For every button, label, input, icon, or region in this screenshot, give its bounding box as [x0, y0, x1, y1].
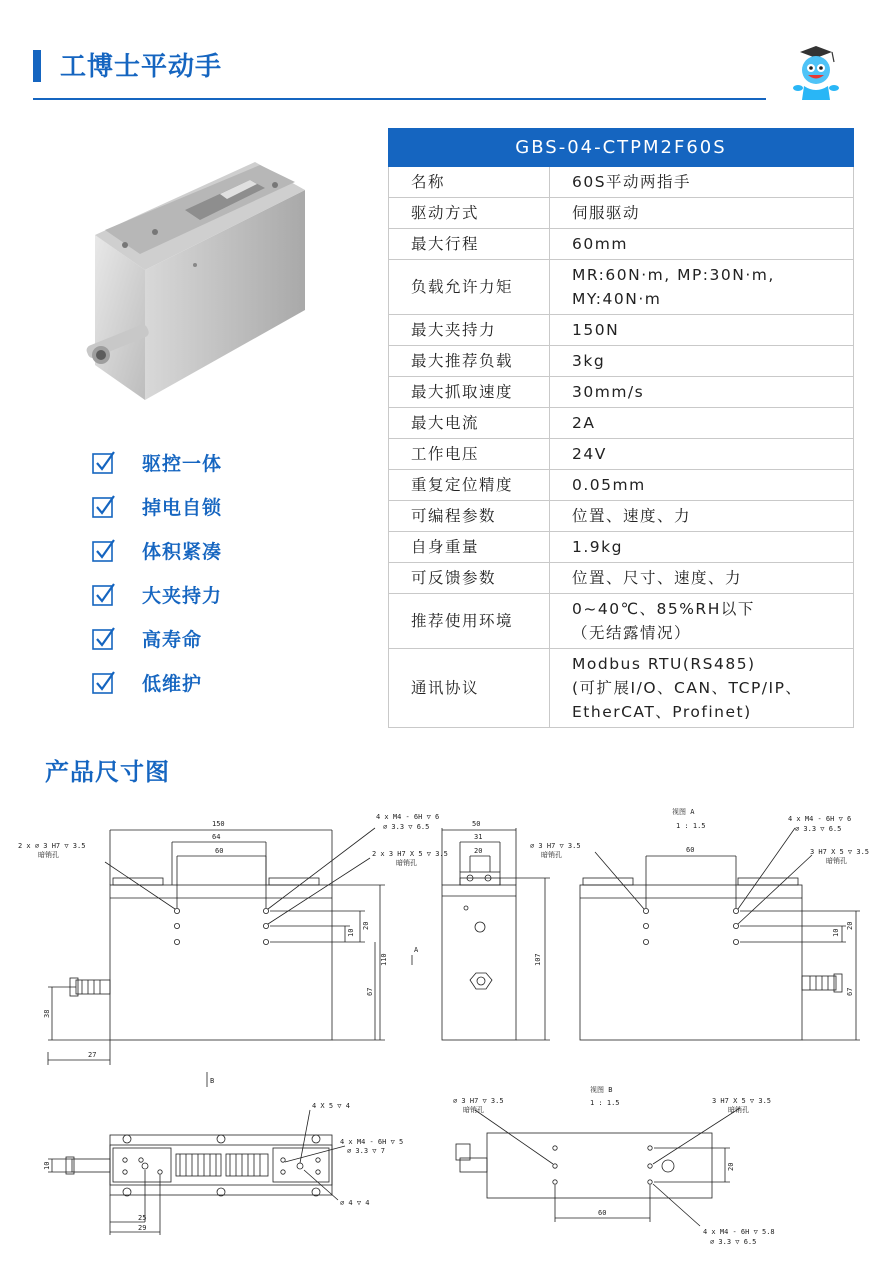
spec-value: 0~40℃、85%RH以下 （无结露情况） [550, 594, 854, 649]
checkbox-checked-icon [92, 450, 116, 474]
svg-text:暗销孔: 暗销孔 [463, 1106, 484, 1114]
svg-text:67: 67 [846, 987, 854, 996]
svg-text:4 x M4 - 6H ▽ 6: 4 x M4 - 6H ▽ 6 [788, 815, 852, 823]
svg-text:60: 60 [215, 847, 224, 855]
table-row [389, 439, 854, 470]
spec-key: 推荐使用环境 [389, 594, 550, 649]
svg-text:A: A [414, 946, 419, 954]
spec-table [388, 128, 854, 728]
svg-text:20: 20 [362, 921, 370, 930]
table-row [389, 377, 854, 408]
spec-value: 150N [550, 315, 854, 346]
feature-item [92, 528, 322, 572]
svg-text:60: 60 [598, 1209, 607, 1217]
svg-text:1 : 1.5: 1 : 1.5 [590, 1099, 620, 1107]
svg-text:暗销孔: 暗销孔 [38, 851, 59, 859]
mascot-logo [790, 44, 842, 104]
table-row [389, 563, 854, 594]
spec-key: 自身重量 [389, 532, 550, 563]
svg-text:20: 20 [846, 921, 854, 930]
spec-value: Modbus RTU(RS485) (可扩展I/O、CAN、TCP/IP、 EtherCAT、Profinet) [550, 649, 854, 728]
table-row [389, 649, 854, 728]
feature-label: 驱控一体 [142, 452, 223, 475]
spec-key: 最大推荐负载 [389, 346, 550, 377]
svg-text:B: B [210, 1077, 215, 1085]
table-row [389, 532, 854, 563]
top-view [48, 1072, 345, 1235]
table-row [389, 594, 854, 649]
svg-text:67: 67 [366, 987, 374, 996]
checkbox-checked-icon [92, 626, 116, 650]
svg-text:29: 29 [138, 1224, 147, 1232]
feature-item [92, 572, 322, 616]
svg-text:10: 10 [43, 1161, 51, 1170]
svg-text:38: 38 [43, 1009, 51, 1018]
table-row [389, 167, 854, 198]
product-photo [75, 150, 325, 410]
table-row [389, 501, 854, 532]
svg-text:64: 64 [212, 833, 221, 841]
svg-text:31: 31 [474, 833, 483, 841]
svg-text:∅ 4 ▽ 4: ∅ 4 ▽ 4 [340, 1199, 370, 1207]
spec-key: 可反馈参数 [389, 563, 550, 594]
title-accent-bar [33, 50, 41, 82]
table-row [389, 315, 854, 346]
svg-text:3 H7 X 5 ▽ 3.5: 3 H7 X 5 ▽ 3.5 [810, 848, 870, 856]
svg-text:暗销孔: 暗销孔 [396, 859, 417, 867]
svg-text:暗销孔: 暗销孔 [728, 1106, 749, 1114]
svg-text:1 : 1.5: 1 : 1.5 [676, 822, 706, 830]
svg-text:3 H7 X 5 ▽ 3.5: 3 H7 X 5 ▽ 3.5 [712, 1097, 772, 1105]
feature-label: 高寿命 [142, 628, 203, 651]
svg-text:∅ 3.3 ▽ 6.5: ∅ 3.3 ▽ 6.5 [795, 825, 842, 833]
title-divider [33, 98, 766, 100]
spec-table-model: GBS-04-CTPM2F60S [389, 129, 854, 167]
spec-value: 3kg [550, 346, 854, 377]
spec-key: 驱动方式 [389, 198, 550, 229]
svg-text:50: 50 [472, 820, 481, 828]
svg-text:暗销孔: 暗销孔 [826, 857, 847, 865]
spec-value: 位置、尺寸、速度、力 [550, 563, 854, 594]
svg-text:4 x M4 - 6H ▽ 5.8: 4 x M4 - 6H ▽ 5.8 [703, 1228, 775, 1236]
svg-text:60: 60 [686, 846, 695, 854]
checkbox-checked-icon [92, 494, 116, 518]
svg-text:27: 27 [88, 1051, 97, 1059]
spec-key: 可编程参数 [389, 501, 550, 532]
svg-text:视图 B: 视图 B [590, 1086, 613, 1094]
spec-key: 最大抓取速度 [389, 377, 550, 408]
table-row [389, 229, 854, 260]
spec-value: 60mm [550, 229, 854, 260]
spec-key: 通讯协议 [389, 649, 550, 728]
feature-list [92, 440, 322, 704]
svg-text:4 x M4 - 6H ▽ 6: 4 x M4 - 6H ▽ 6 [376, 813, 440, 821]
svg-text:∅ 3 H7 ▽ 3.5: ∅ 3 H7 ▽ 3.5 [530, 842, 581, 850]
svg-text:25: 25 [138, 1214, 147, 1222]
drawing-labels [18, 807, 869, 1246]
spec-key: 最大行程 [389, 229, 550, 260]
spec-key: 工作电压 [389, 439, 550, 470]
table-row [389, 198, 854, 229]
svg-text:20: 20 [474, 847, 483, 855]
svg-text:107: 107 [534, 953, 542, 966]
checkbox-checked-icon [92, 538, 116, 562]
svg-text:4 X 5 ▽ 4: 4 X 5 ▽ 4 [312, 1102, 350, 1110]
spec-value: 30mm/s [550, 377, 854, 408]
feature-item [92, 660, 322, 704]
spec-value: 位置、速度、力 [550, 501, 854, 532]
feature-item [92, 440, 322, 484]
feature-item [92, 484, 322, 528]
spec-value: 1.9kg [550, 532, 854, 563]
spec-key: 最大夹持力 [389, 315, 550, 346]
checkbox-checked-icon [92, 670, 116, 694]
svg-text:110: 110 [380, 953, 388, 966]
page-title: 工博士平动手 [60, 52, 223, 82]
front-view [48, 828, 412, 1065]
svg-text:∅ 3.3 ▽ 6.5: ∅ 3.3 ▽ 6.5 [383, 823, 430, 831]
spec-value: MR:60N·m, MP:30N·m, MY:40N·m [550, 260, 854, 315]
section-title-dimensions: 产品尺寸图 [45, 758, 170, 786]
svg-text:4 x M4 - 6H ▽ 5: 4 x M4 - 6H ▽ 5 [340, 1138, 404, 1146]
svg-text:150: 150 [212, 820, 225, 828]
dimension-drawings [0, 790, 880, 1275]
svg-text:暗销孔: 暗销孔 [541, 851, 562, 859]
spec-key: 重复定位精度 [389, 470, 550, 501]
table-row [389, 346, 854, 377]
feature-label: 掉电自锁 [142, 496, 223, 519]
table-row [389, 470, 854, 501]
svg-text:2 x 3 H7 X 5 ▽ 3.5: 2 x 3 H7 X 5 ▽ 3.5 [372, 850, 448, 858]
checkbox-checked-icon [92, 582, 116, 606]
spec-key: 最大电流 [389, 408, 550, 439]
spec-key: 名称 [389, 167, 550, 198]
feature-item [92, 616, 322, 660]
view-a [580, 828, 860, 1040]
svg-text:10: 10 [832, 928, 840, 937]
side-view [442, 828, 550, 1040]
svg-text:10: 10 [347, 928, 355, 937]
spec-value: 60S平动两指手 [550, 167, 854, 198]
svg-text:∅ 3 H7 ▽ 3.5: ∅ 3 H7 ▽ 3.5 [453, 1097, 504, 1105]
spec-key: 负载允许力矩 [389, 260, 550, 315]
feature-label: 大夹持力 [142, 584, 223, 607]
feature-label: 体积紧凑 [142, 540, 223, 563]
svg-text:视图 A: 视图 A [672, 808, 695, 816]
table-row [389, 408, 854, 439]
table-row [389, 260, 854, 315]
spec-value: 伺服驱动 [550, 198, 854, 229]
svg-text:∅ 3.3 ▽ 6.5: ∅ 3.3 ▽ 6.5 [710, 1238, 757, 1246]
spec-value: 2A [550, 408, 854, 439]
spec-value: 24V [550, 439, 854, 470]
feature-label: 低维护 [142, 672, 203, 695]
svg-text:20: 20 [727, 1162, 735, 1171]
svg-text:2 x ∅ 3 H7 ▽ 3.5: 2 x ∅ 3 H7 ▽ 3.5 [18, 842, 86, 850]
spec-value: 0.05mm [550, 470, 854, 501]
svg-text:∅ 3.3 ▽ 7: ∅ 3.3 ▽ 7 [347, 1147, 385, 1155]
